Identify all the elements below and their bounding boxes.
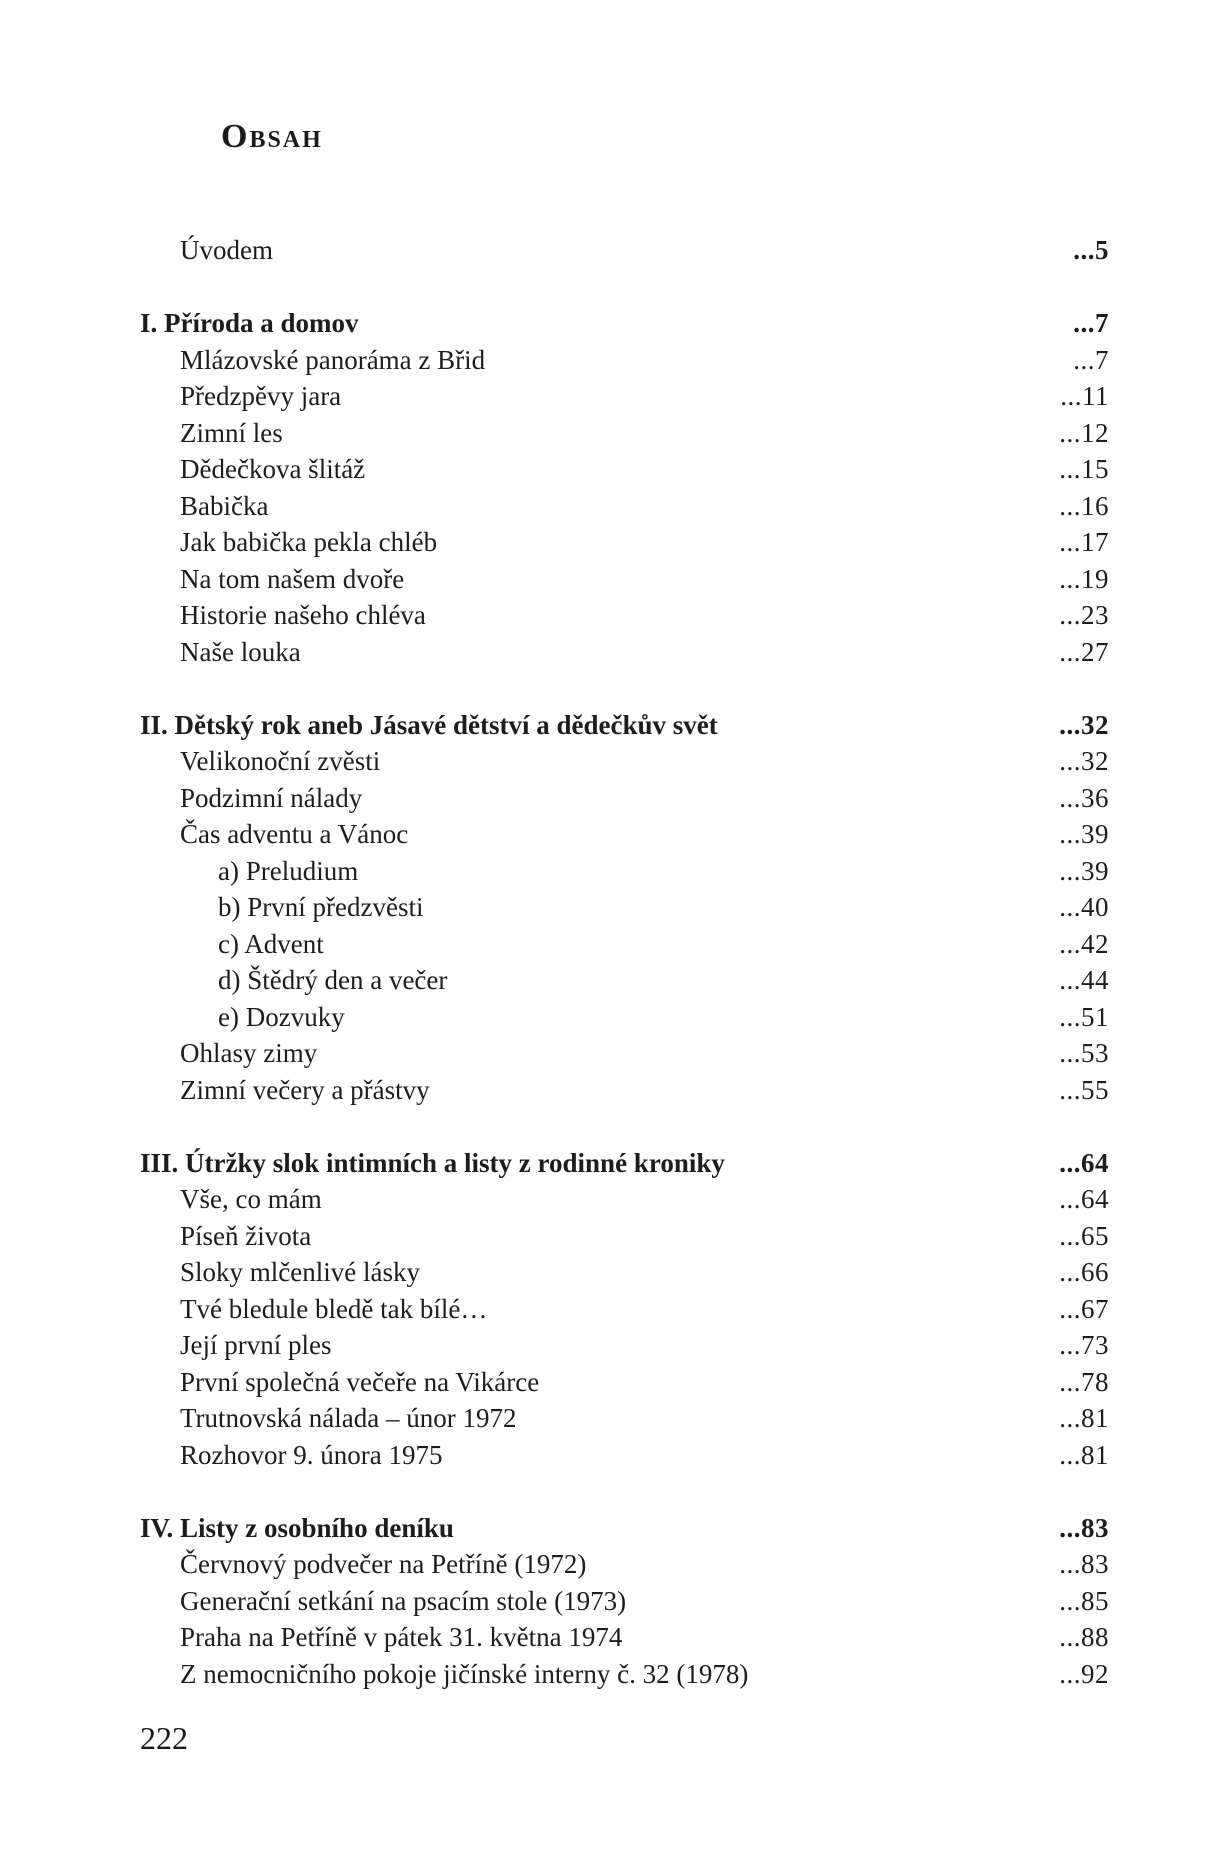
toc-entry	[0, 378, 1217, 414]
toc-entry-page: ...66	[1059, 1257, 1109, 1287]
toc-entry-title: Úvodem	[180, 235, 273, 265]
toc-entry-title: III. Útržky slok intimních a listy z rodinné kroniky	[140, 1147, 725, 1178]
toc-entry	[0, 1583, 1217, 1619]
toc-entry-page: ...7	[1073, 308, 1109, 338]
toc-entry	[0, 1291, 1217, 1327]
toc-entry	[0, 1400, 1217, 1436]
toc-entry-page: ...81	[1059, 1439, 1109, 1470]
toc-entry-page: ...7	[1073, 344, 1109, 375]
toc-entry	[0, 488, 1217, 524]
toc-entry-page: ...12	[1059, 417, 1109, 448]
toc-entry	[0, 524, 1217, 560]
toc-entry-page: ...39	[1059, 819, 1109, 849]
toc-entry	[0, 561, 1217, 597]
toc-subentry	[0, 999, 1217, 1035]
toc-entry	[0, 634, 1217, 670]
toc-entry	[0, 1656, 1217, 1692]
toc-entry	[0, 232, 1217, 268]
toc-entry-title: První společná večeře na Vikárce	[180, 1366, 540, 1397]
toc-entry-page: ...65	[1059, 1220, 1109, 1251]
toc-entry-page: ...27	[1059, 636, 1109, 667]
toc-entry-page: ...40	[1059, 892, 1109, 922]
toc-entry-page: ...64	[1059, 1147, 1109, 1178]
toc-entry-title: Čas adventu a Vánoc	[180, 819, 409, 849]
toc-entry-page: ...85	[1059, 1585, 1109, 1616]
toc-entry	[0, 342, 1217, 378]
toc-entry-title: Velikonoční zvěsti	[180, 746, 381, 776]
toc-entry-page: ...5	[1073, 235, 1109, 265]
toc-entry-page: ...88	[1059, 1622, 1109, 1652]
toc-section	[0, 305, 1217, 341]
toc-entry-page: ...64	[1059, 1184, 1109, 1214]
toc-entry-title: Historie našeho chléva	[180, 600, 426, 630]
toc-entry-title: Píseň života	[180, 1220, 312, 1251]
toc-subentry	[0, 889, 1217, 925]
toc-entry-page: ...44	[1059, 965, 1109, 995]
toc-entry-page: ...83	[1059, 1512, 1109, 1543]
toc-entry-page: ...42	[1059, 928, 1109, 959]
toc-entry	[0, 1619, 1217, 1655]
toc-entry-page: ...39	[1059, 855, 1109, 886]
toc-entry-title: Její první ples	[180, 1330, 332, 1360]
toc-entry-page: ...81	[1059, 1403, 1109, 1433]
toc-entry	[0, 1181, 1217, 1217]
toc-entry	[0, 1035, 1217, 1071]
toc-entry-title: Podzimní nálady	[180, 782, 363, 813]
toc-entry-title: Červnový podvečer na Petříně (1972)	[180, 1549, 587, 1579]
toc-entry-page: ...15	[1059, 454, 1109, 484]
toc-entry-title: Ohlasy zimy	[180, 1038, 318, 1068]
toc-entry-title: Generační setkání na psacím stole (1973)	[180, 1585, 627, 1616]
toc-section	[0, 1510, 1217, 1546]
toc-entry	[0, 597, 1217, 633]
toc-entry-page: ...67	[1059, 1293, 1109, 1324]
toc-entry-title: Babička	[180, 490, 269, 521]
toc-subentry	[0, 962, 1217, 998]
toc-entry-page: ...83	[1059, 1549, 1109, 1579]
toc-entry-page: ...36	[1059, 782, 1109, 813]
toc-entry	[0, 1546, 1217, 1582]
toc-entry	[0, 415, 1217, 451]
toc-entry	[0, 1072, 1217, 1108]
toc-entry	[0, 816, 1217, 852]
toc-entry-page: ...92	[1059, 1658, 1109, 1689]
toc-entry-page: ...53	[1059, 1038, 1109, 1068]
toc-entry	[0, 451, 1217, 487]
toc-entry-page: ...11	[1060, 381, 1109, 411]
toc-entry-title: Rozhovor 9. února 1975	[180, 1439, 443, 1470]
toc-section	[0, 1145, 1217, 1181]
toc-entry-title: e) Dozvuky	[218, 1001, 345, 1032]
toc-entry-title: II. Dětský rok aneb Jásavé dětství a dědečkův svět	[140, 709, 718, 740]
toc-entry-title: Dědečkova šlitáž	[180, 454, 366, 484]
toc-entry	[0, 1254, 1217, 1290]
toc-entry	[0, 1218, 1217, 1254]
toc-entry-title: Vše, co mám	[180, 1184, 322, 1214]
toc-entry-title: d) Štědrý den a večer	[218, 965, 448, 995]
toc-subentry	[0, 853, 1217, 889]
toc-entry-title: Tvé bledule bledě tak bílé…	[180, 1293, 488, 1324]
toc-entry-title: Sloky mlčenlivé lásky	[180, 1257, 420, 1287]
toc-entry-page: ...19	[1059, 563, 1109, 594]
toc-entry	[0, 1327, 1217, 1363]
toc-entry-page: ...55	[1059, 1074, 1109, 1105]
toc-entry-title: Zimní les	[180, 417, 283, 448]
toc-entry-title: Trutnovská nálada – únor 1972	[180, 1403, 517, 1433]
toc-entry-page: ...32	[1059, 709, 1109, 740]
toc-entry-page: ...73	[1059, 1330, 1109, 1360]
toc-entry-title: b) První předzvěsti	[218, 892, 424, 922]
toc-entry-page: ...23	[1059, 600, 1109, 630]
toc-entry	[0, 1364, 1217, 1400]
toc-entry-title: Praha na Petříně v pátek 31. května 1974	[180, 1622, 623, 1652]
toc-entry-title: IV. Listy z osobního deníku	[140, 1512, 454, 1543]
toc-entry-title: Na tom našem dvoře	[180, 563, 405, 594]
toc-entry-page: ...16	[1059, 490, 1109, 521]
toc-entry-title: Mlázovské panoráma z Břid	[180, 344, 486, 375]
toc-subentry	[0, 926, 1217, 962]
toc-entry	[0, 1437, 1217, 1473]
page-number: 222	[140, 1720, 188, 1756]
toc-entry-page: ...51	[1059, 1001, 1109, 1032]
toc-entry-page: ...32	[1059, 746, 1109, 776]
toc-entry-title: Jak babička pekla chléb	[180, 527, 438, 557]
toc-entry-page: ...78	[1059, 1366, 1109, 1397]
toc-entry-title: I. Příroda a domov	[140, 308, 359, 338]
toc-entry-title: Z nemocničního pokoje jičínské interny č. 32 (1978)	[180, 1658, 749, 1689]
toc-section	[0, 707, 1217, 743]
page-title: Obsah	[221, 118, 323, 155]
toc-entry-title: Naše louka	[180, 636, 301, 667]
toc-entry-page: ...17	[1059, 527, 1109, 557]
toc-entry-title: c) Advent	[218, 928, 324, 959]
toc-entry-title: Zimní večery a přástvy	[180, 1074, 430, 1105]
toc-entry-title: a) Preludium	[218, 855, 359, 886]
toc-entry	[0, 780, 1217, 816]
toc-entry	[0, 743, 1217, 779]
toc-entry-title: Předzpěvy jara	[180, 381, 342, 411]
